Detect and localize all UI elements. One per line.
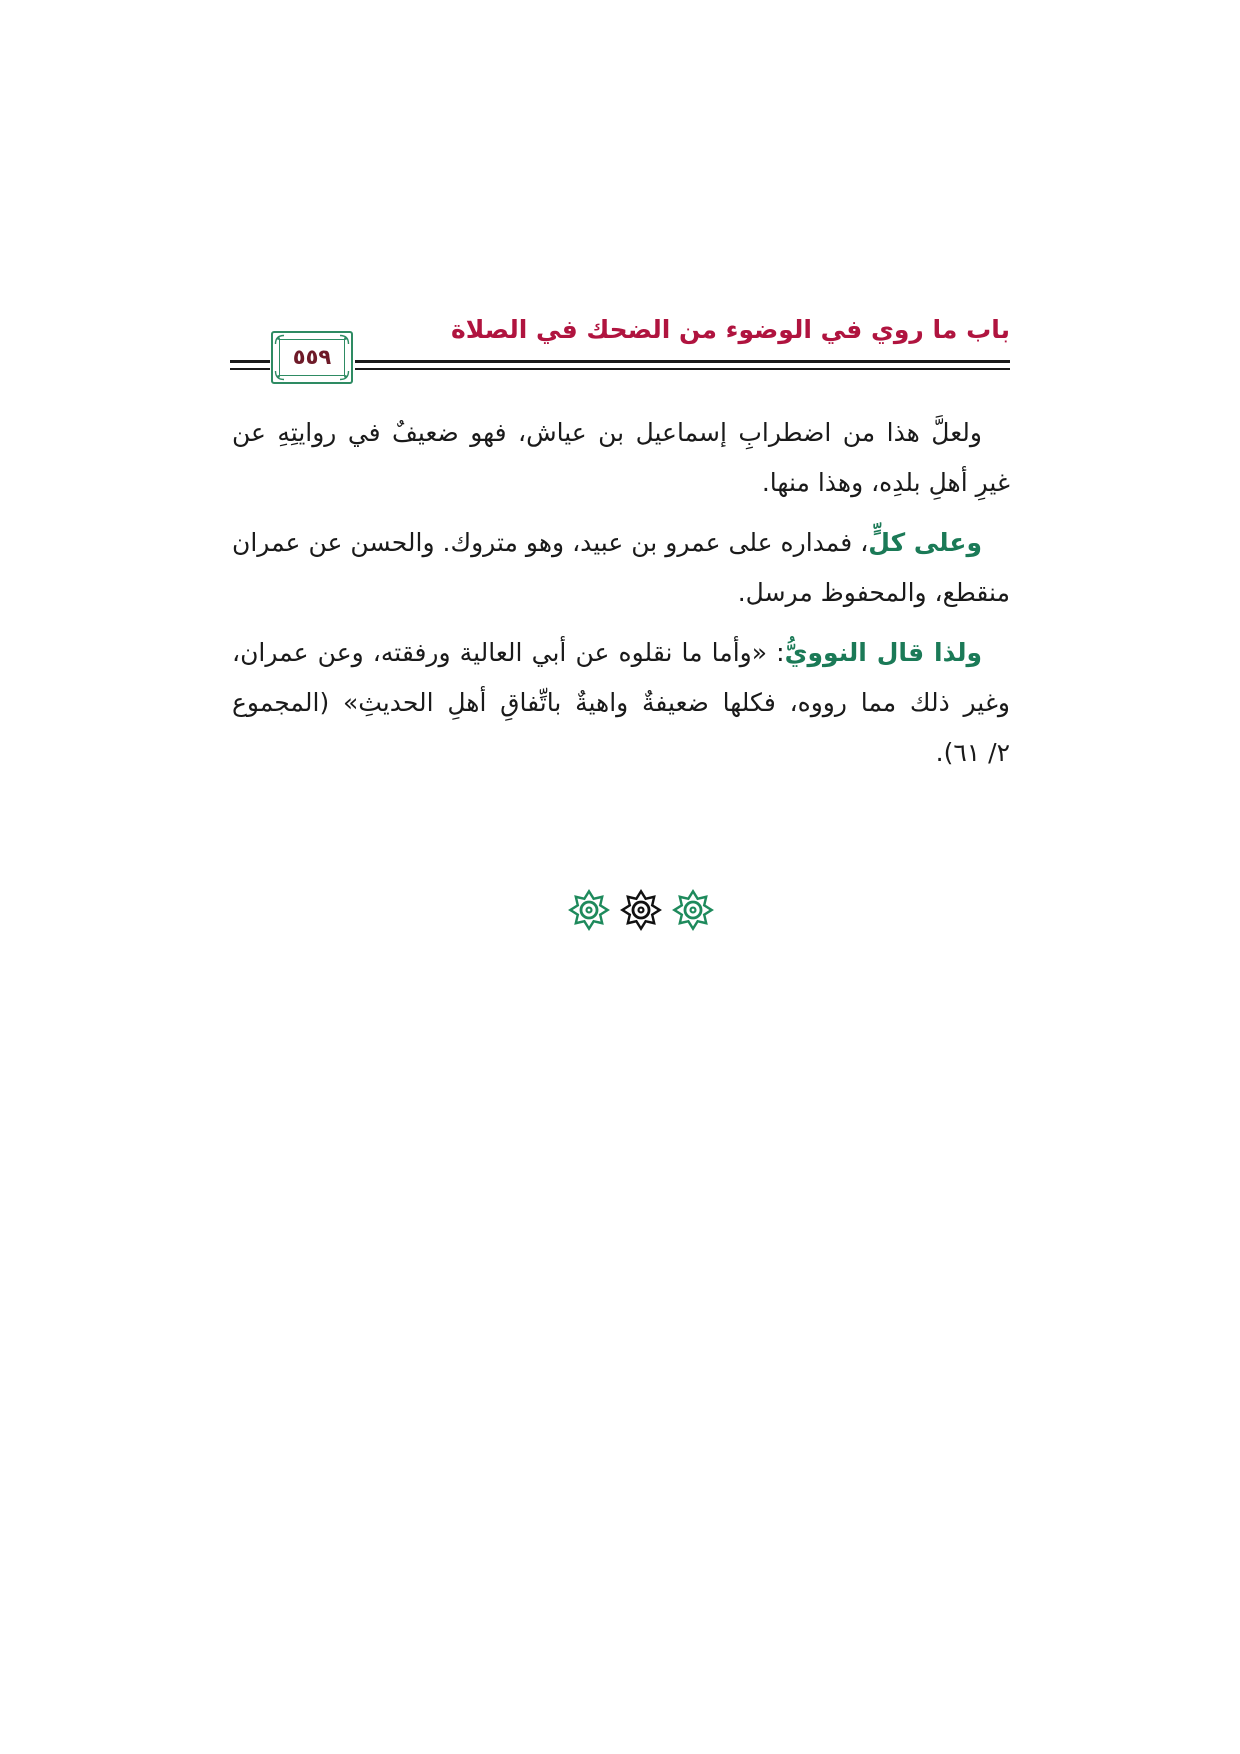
frame-corner-ornament-icon xyxy=(274,334,285,345)
flower-ornament-icon xyxy=(567,888,611,932)
text-line-rest: ، فمداره على عمرو بن عبيد، وهو متروك. والحسن عن عمران xyxy=(232,528,869,557)
section-end-ornaments xyxy=(567,888,715,932)
text-line: غيرِ أهلِ بلدِه، وهذا منها. xyxy=(761,468,1010,497)
header-rule-thick-right xyxy=(355,360,1010,363)
page-number-frame xyxy=(271,331,353,384)
frame-corner-ornament-icon xyxy=(274,370,285,381)
header-rule-thick-left xyxy=(230,360,270,363)
text-line: ٢/ ٦١). xyxy=(935,738,1010,767)
paragraph xyxy=(232,628,1010,778)
frame-corner-ornament-icon xyxy=(339,370,350,381)
paragraph-lead-phrase: وعلى كلٍّ xyxy=(868,528,982,557)
header-rule-thin-left xyxy=(230,368,270,370)
paragraph-lead-phrase: ولذا قال النوويُّ xyxy=(784,638,982,667)
text-line-rest: : «وأما ما نقلوه عن أبي العالية ورفقته، وعن عمران، xyxy=(232,638,785,667)
body-text xyxy=(232,408,1010,788)
flower-ornament-icon xyxy=(671,888,715,932)
text-line: ولعلَّ هذا من اضطرابِ إسماعيل بن عياش، فهو ضعيفٌ في روايتِهِ عن xyxy=(232,418,982,447)
chapter-running-title: باب ما روي في الوضوء من الضحك في الصلاة xyxy=(451,315,1010,344)
frame-corner-ornament-icon xyxy=(339,334,350,345)
text-line: منقطع، والمحفوظ مرسل. xyxy=(737,578,1010,607)
text-line xyxy=(232,628,1010,678)
text-line xyxy=(232,518,1010,568)
page-number-inner-frame xyxy=(279,339,345,376)
paragraph xyxy=(232,408,1010,508)
header-rule-thin-right xyxy=(355,368,1010,370)
text-line: وغير ذلك مما رووه، فكلها ضعيفةٌ واهيةٌ باتِّفاقِ أهلِ الحديثِ» (المجموع xyxy=(232,688,1010,717)
paragraph xyxy=(232,518,1010,618)
flower-ornament-icon xyxy=(619,888,663,932)
page-number: ٥٥٩ xyxy=(292,345,332,369)
